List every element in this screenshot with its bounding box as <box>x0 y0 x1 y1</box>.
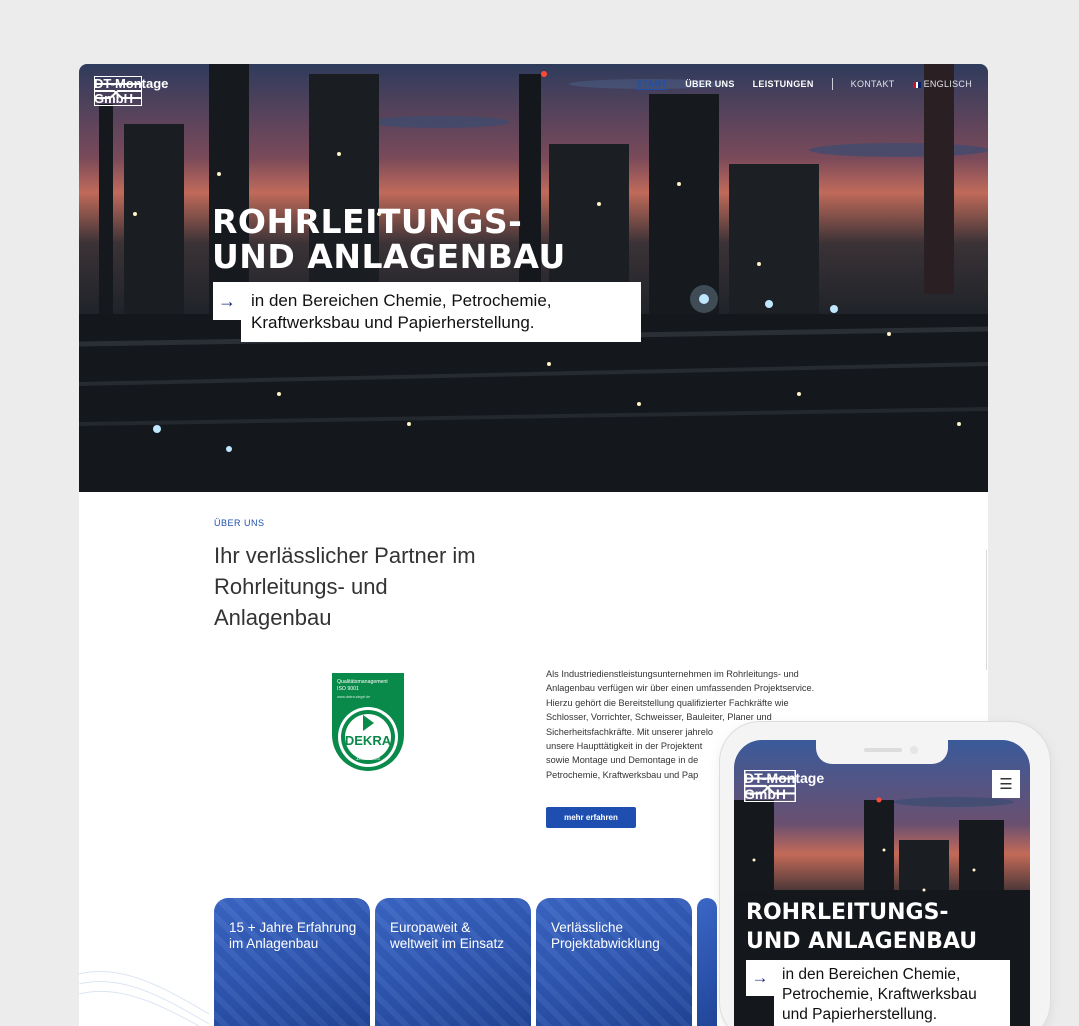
hero-subtitle-line1: in den Bereichen Chemie, Petrochemie, <box>251 291 552 310</box>
card-label-line2: Projektabwicklung <box>551 936 660 951</box>
nav-language[interactable] <box>913 79 972 89</box>
mobile-hero-subtitle <box>774 960 1010 1026</box>
feature-card-experience[interactable] <box>214 898 370 1026</box>
about-text-line: Hierzu gehört die Bereitstellung qualifizierter Fachkräfte wie <box>546 697 789 708</box>
brand-name-line1: DT-Montage <box>744 770 825 786</box>
card-image <box>375 898 531 1026</box>
phone-notch <box>816 740 948 764</box>
nav-kontakt[interactable]: KONTAKT <box>850 79 895 89</box>
about-text-line: Sicherheitsfachkräfte. Mit unserer jahrelo <box>546 726 713 737</box>
speaker <box>864 748 902 752</box>
feature-card-worldwide[interactable] <box>375 898 531 1026</box>
logo-mark-icon <box>744 770 796 802</box>
section-title-line3: Anlagenbau <box>214 605 332 630</box>
decorative-wave <box>79 954 209 1026</box>
hero-title-line1: ROHRLEITUNGS- <box>212 202 523 241</box>
arrow-right-icon: → <box>213 282 241 320</box>
section-title-line1: Ihr verlässlicher Partner im <box>214 543 476 568</box>
card-label-line1: Verlässliche <box>551 920 624 935</box>
more-info-button[interactable]: mehr erfahren <box>546 807 636 828</box>
card-label-line1: Europaweit & <box>390 920 471 935</box>
cert-line1: Qualitätsmanagement <box>337 679 388 685</box>
section-label: ÜBER UNS <box>214 518 265 528</box>
refinery-image <box>79 64 988 492</box>
hero-subtitle <box>241 282 641 342</box>
phone-mockup <box>720 722 1050 1026</box>
brand-name-line2: GmbH <box>744 786 786 802</box>
mobile-subtitle-line3: und Papierherstellung. <box>782 1006 938 1023</box>
nav-language-label: ENGLISCH <box>923 79 972 89</box>
nav-ueber-uns[interactable]: ÜBER UNS <box>685 79 735 89</box>
card-label <box>229 920 356 952</box>
main-nav <box>636 78 972 90</box>
hamburger-menu-icon[interactable]: ☰ <box>992 770 1020 798</box>
arrow-right-icon: → <box>746 960 774 996</box>
about-text-line: Als Industriedienstleistungsunternehmen im Rohrleitungs- und <box>546 669 799 679</box>
card-label <box>551 920 660 952</box>
nav-leistungen[interactable]: LEISTUNGEN <box>752 79 814 89</box>
card-image <box>214 898 370 1026</box>
section-title <box>214 540 534 633</box>
cert-url: www.dekra-siegel.de <box>337 695 371 699</box>
feature-card-project[interactable] <box>536 898 692 1026</box>
nav-divider <box>832 78 833 90</box>
brand-logo[interactable] <box>94 76 168 106</box>
about-text-line: Anlagenbau verfügen wir über einen umfassenden Projektservice. <box>546 683 815 694</box>
card-image <box>536 898 692 1026</box>
hero-subtitle-line2: Kraftwerksbau und Papierherstellung. <box>251 313 535 332</box>
mobile-brand-logo[interactable] <box>744 770 824 802</box>
cert-status: zertifiziert <box>356 756 380 762</box>
nav-start[interactable]: START <box>636 78 668 89</box>
section-title-line2: Rohrleitungs- und <box>214 574 388 599</box>
scroll-edge <box>986 550 987 670</box>
about-text-line: Petrochemie, Kraftwerksbau und Pap <box>546 769 699 780</box>
brand-name-line2: GmbH <box>94 91 133 106</box>
brand-name-line1: DT-Montage <box>94 76 169 91</box>
card-label-line1: 15 + Jahre Erfahrung <box>229 920 357 935</box>
feature-cards <box>214 898 717 1026</box>
mobile-hero-title <box>746 898 977 956</box>
card-label-line2: im Anlagenbau <box>229 936 319 951</box>
mobile-subtitle-line1: in den Bereichen Chemie, <box>782 966 961 983</box>
dekra-certificate-badge <box>332 673 404 773</box>
about-text-line: unsere Haupttätigkeit in der Projektent <box>546 741 703 752</box>
logo-mark-icon <box>94 76 142 106</box>
mobile-title-line1: ROHRLEITUNGS- <box>746 900 949 925</box>
card-label <box>390 920 504 952</box>
mobile-subtitle-line2: Petrochemie, Kraftwerksbau <box>782 986 977 1003</box>
about-text-line: Schlosser, Vorrichter, Schweisser, Bauleiter, Planer und <box>546 712 772 723</box>
cert-brand: DEKRA <box>344 733 392 748</box>
hero-title-line2: UND ANLAGENBAU <box>212 237 566 276</box>
uk-flag-icon <box>913 82 921 88</box>
hero-title <box>212 204 566 274</box>
card-label-line2: weltweit im Einsatz <box>390 936 505 951</box>
about-text-line: sowie Montage und Demontage in de <box>546 755 699 766</box>
feature-card-partial[interactable] <box>697 898 717 1026</box>
mobile-screen <box>734 740 1030 1026</box>
hero-banner <box>79 64 988 492</box>
cert-line2: ISO 9001 <box>337 686 359 692</box>
mobile-title-line2: UND ANLAGENBAU <box>746 929 978 954</box>
camera <box>910 746 918 754</box>
